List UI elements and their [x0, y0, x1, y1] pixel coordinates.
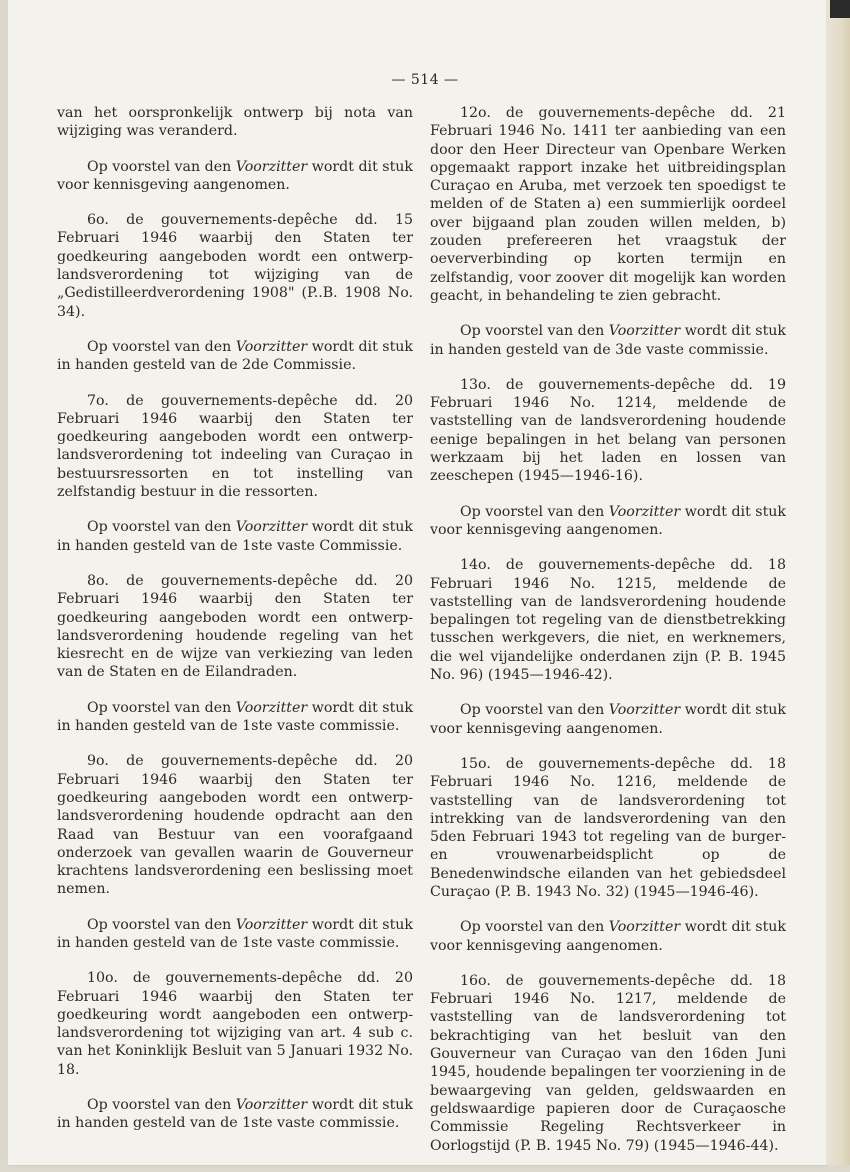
page-number: — 514 —	[391, 72, 459, 88]
proposal-paragraph: Op voorstel van den Voorzitter wordt dit stuk voor kennisgeving aangenomen.	[430, 503, 787, 538]
text-paragraph: van het oorspronkelijk ontwerp bij nota van wijziging was veranderd.	[57, 105, 413, 140]
proposal-paragraph: Op voorstel van den Voorzitter wordt dit stuk voor kennisgeving aangenomen.	[430, 702, 787, 737]
left-column	[57, 104, 413, 1150]
proposal-paragraph: Op voorstel van den Voorzitter wordt dit stuk in handen gesteld van de 1ste vaste Commissie.	[57, 519, 414, 554]
voorzitter-term: Voorzitter	[235, 916, 308, 933]
voorzitter-term: Voorzitter	[235, 699, 308, 716]
agenda-item: 15o. de gouvernements-depêche dd. 18 Februari 1946 No. 1216, meldende de vaststelling van de landsverordening tot intrekking van de landsverordening van den 5den Februari 1943 tot regeling van de burger- en vrouwenarbeidsplicht op de Benedenwindsche eilanden van het gebiedsdeel Curaçao (P. B. 1943 No. 32) (1945—1946-46).	[430, 755, 786, 900]
proposal-paragraph: Op voorstel van den Voorzitter wordt dit stuk in handen gesteld van de 1ste vaste commissie.	[57, 1097, 414, 1132]
proposal-paragraph: Op voorstel van den Voorzitter wordt dit stuk in handen gesteld van de 2de Commissie.	[57, 338, 414, 374]
agenda-item: 13o. de gouvernements-depêche dd. 19 Februari 1946 No. 1214, meldende de vaststelling van de landsverordening houdende eenige bepalingen in het belang van personen werkzaam bij het laden en lossen van zeeschepen (1945—1946-16).	[430, 376, 786, 485]
proposal-paragraph: Op voorstel van den Voorzitter wordt dit stuk voor kennisgeving aangenomen.	[430, 919, 787, 954]
voorzitter-term: Voorzitter	[608, 702, 681, 719]
agenda-item: 14o. de gouvernements-depêche dd. 18 Februari 1946 No. 1215, meldende de vaststelling van de landsverordening houdende bepalingen tot regeling van de dienstbetrekking tusschen werkgevers, die niet, en werknemers, die wel vijandelijke onderdanen zijn (P. B. 1945 No. 96) (1945—1946-42).	[430, 557, 786, 684]
agenda-item: 6o. de gouvernements-depêche dd. 15 Februari 1946 waarbij den Staten ter goedkeuring aangeboden wordt een ontwerp-landsverordening tot wijziging van de „Gedistilleerdverordening 1908" (P..B. 1908 No. 34).	[57, 212, 413, 320]
proposal-paragraph: Op voorstel van den Voorzitter wordt dit stuk in handen gesteld van de 3de vaste commissie.	[430, 323, 787, 358]
right-column	[430, 104, 786, 1172]
agenda-item: 8o. de gouvernements-depêche dd. 20 Februari 1946 waarbij den Staten ter goedkeuring aangeboden wordt een ontwerp-landsverordening houdende regeling van het kiesrecht en de wijze van verkiezing van leden van de Staten en de Eilandraden.	[57, 572, 413, 681]
voorzitter-term: Voorzitter	[608, 323, 681, 340]
voorzitter-term: Voorzitter	[608, 503, 681, 520]
scan-corner	[830, 0, 850, 18]
agenda-item: 9o. de gouvernements-depêche dd. 20 Februari 1946 waarbij den Staten ter goedkeuring aangeboden wordt een ontwerp-landsverordening houdende opdracht aan den Raad van Bestuur van een voorafgaand onderzoek van gevallen waarin de Gouverneur krachtens landsverordening een beslissing moet nemen.	[57, 753, 413, 898]
proposal-paragraph: Op voorstel van den Voorzitter wordt dit stuk voor kennisgeving aangenomen.	[57, 158, 414, 193]
proposal-paragraph: Op voorstel van den Voorzitter wordt dit stuk in handen gesteld van de 1ste vaste commissie.	[57, 699, 414, 735]
page-edge	[826, 0, 850, 1165]
voorzitter-term: Voorzitter	[235, 1097, 308, 1114]
agenda-item: 7o. de gouvernements-depêche dd. 20 Februari 1946 waarbij den Staten ter goedkeuring aangeboden wordt een ontwerp-landsverordening tot indeeling van Curaçao in bestuursressorten en tot instelling van zelfstandig bestuur in die ressorten.	[57, 392, 413, 501]
agenda-item: 12o. de gouvernements-depêche dd. 21 Februari 1946 No. 1411 ter aanbieding van een door den Heer Directeur van Openbare Werken opgemaakt rapport inzake het uitbreidingsplan Curaçao en Aruba, met verzoek ten spoedigst te melden of de Staten a) een summierlijk oordeel over bijgaand plan zouden willen melden, b) zouden prefereeren het vraagstuk der oeververbinding op korten termijn en zelfstandig, voor zoover dit mogelijk kan worden geacht, in behandeling te zien gebracht.	[430, 105, 786, 304]
voorzitter-term: Voorzitter	[235, 158, 308, 175]
proposal-paragraph: Op voorstel van den Voorzitter wordt dit stuk in handen gesteld van de 1ste vaste commissie.	[57, 916, 414, 951]
voorzitter-term: Voorzitter	[235, 519, 308, 536]
agenda-item: 10o. de gouvernements-depêche dd. 20 Februari 1946 waarbij den Staten ter goedkeuring wordt aangeboden een ontwerp-landsverordening tot wijziging van art. 4 sub c. van het Koninklijk Besluit van 5 Januari 1932 No. 18.	[57, 970, 413, 1078]
voorzitter-term: Voorzitter	[608, 919, 681, 936]
voorzitter-term: Voorzitter	[235, 338, 308, 355]
agenda-item: 16o. de gouvernements-depêche dd. 18 Februari 1946 No. 1217, meldende de vaststelling van de landsverordening tot bekrachtiging van het besluit van den Gouverneur van Curaçao van den 16den Juni 1945, houdende bepalingen ter voorziening in de bewaargeving van gelden, geldswaarden en geldswaardige papieren door de Curaçaosche Commissie Regeling Rechtsverkeer in Oorlogstijd (P. B. 1945 No. 79) (1945—1946-44).	[430, 972, 786, 1154]
